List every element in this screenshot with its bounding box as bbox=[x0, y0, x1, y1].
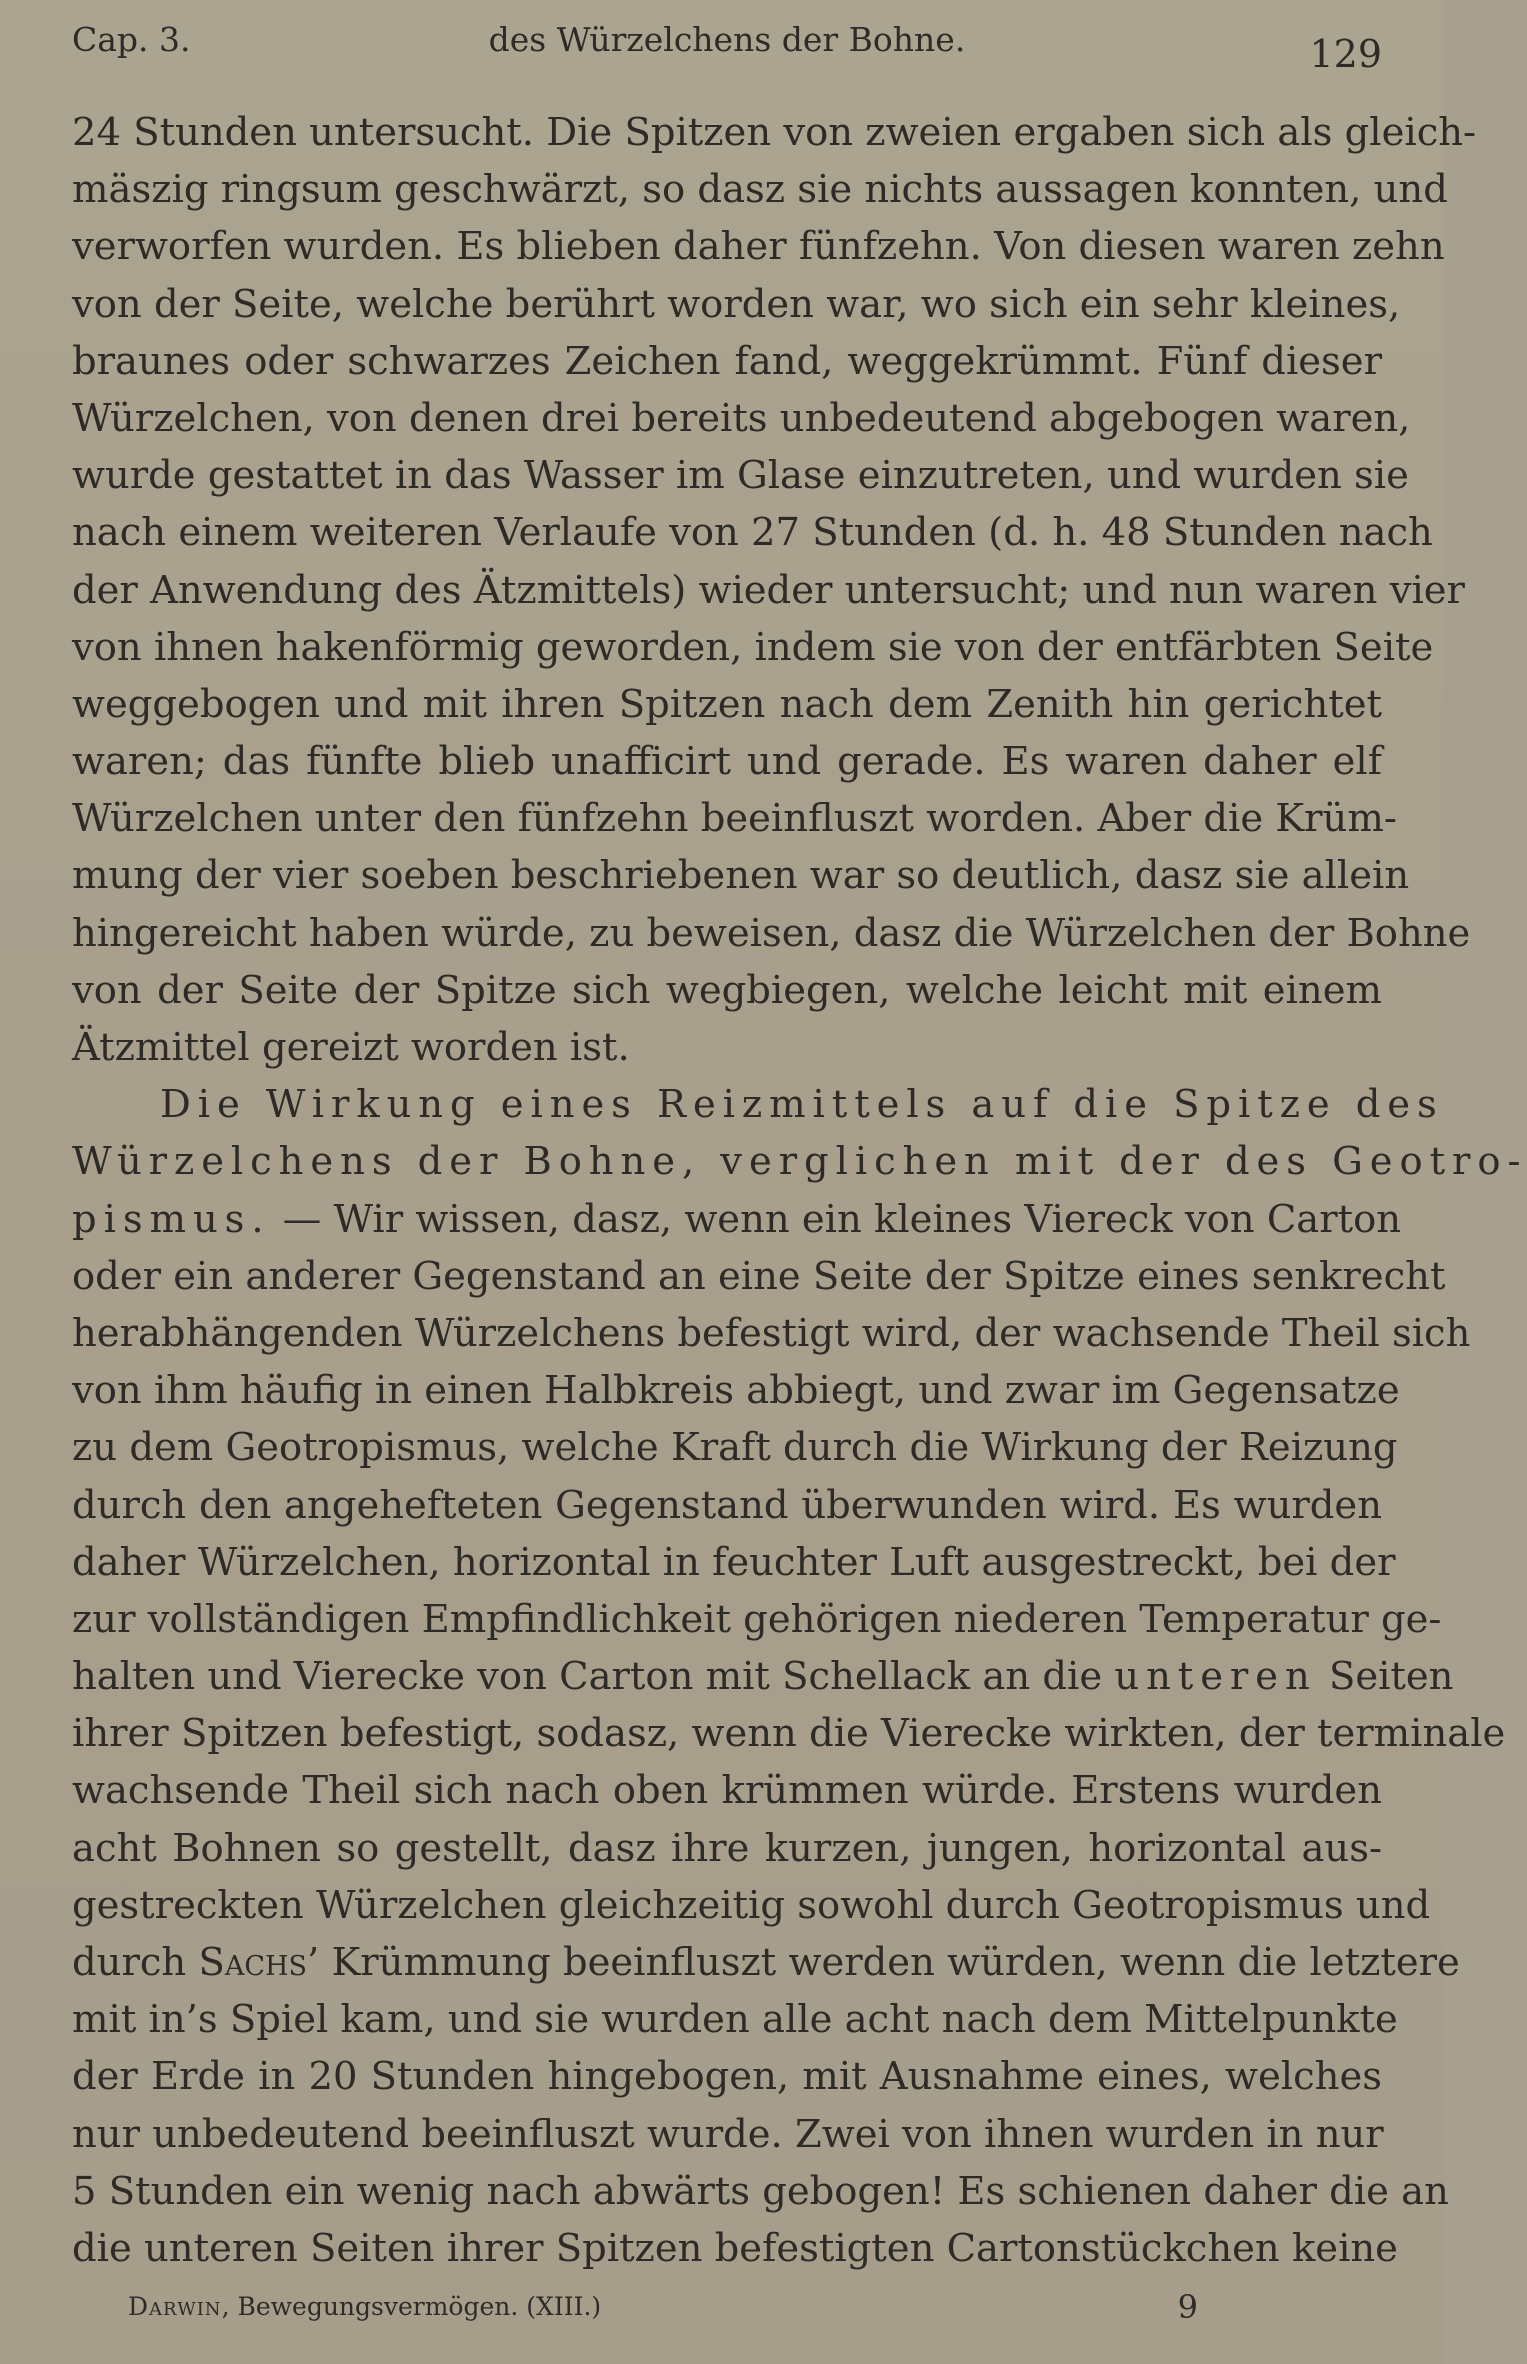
text-line: zu dem Geotropismus, welche Kraft durch die Wirkung der Reizung bbox=[72, 1425, 1398, 1471]
text-segment: halten und Vierecke von Carton mit Schellack an die bbox=[72, 1654, 1103, 1700]
text-line: mäszig ringsum geschwärzt, so dasz sie nichts aussagen konnten, und bbox=[72, 167, 1448, 213]
text-line bbox=[72, 1934, 1460, 1991]
text-line bbox=[72, 1648, 1454, 1705]
page-number: 129 bbox=[1309, 32, 1382, 76]
footer-title: , Bewegungsvermögen. (XIII.) bbox=[221, 2292, 602, 2321]
text-line: mung der vier soeben beschriebenen war so deutlich, dasz sie allein bbox=[72, 853, 1410, 899]
emphasized-word: unteren bbox=[1114, 1654, 1317, 1700]
text-line: waren; das fünfte blieb unafficirt und gerade. Es waren daher elf bbox=[72, 739, 1382, 785]
text-line: Würzelchen unter den fünfzehn beeinfluszt worden. Aber die Krüm- bbox=[72, 796, 1397, 842]
text-line: Würzelchen, von denen drei bereits unbedeutend abgebogen waren, bbox=[72, 395, 1411, 441]
text-line: braunes oder schwarzes Zeichen fand, weggekrümmt. Fünf dieser bbox=[72, 338, 1382, 384]
text-line: der Erde in 20 Stunden hingebogen, mit Ausnahme eines, welches bbox=[72, 2054, 1382, 2100]
sheet-signature bbox=[128, 2288, 1198, 2332]
text-line: zur vollständigen Empfindlichkeit gehörigen niederen Temperatur ge- bbox=[72, 1596, 1442, 1642]
text-line: gestreckten Würzelchen gleichzeitig sowohl durch Geotropismus und bbox=[72, 1882, 1431, 1928]
text-line: herabhängenden Würzelchens befestigt wird, der wachsende Theil sich bbox=[72, 1310, 1471, 1356]
text-line: ihrer Spitzen befestigt, sodasz, wenn die Vierecke wirkten, der terminale bbox=[72, 1711, 1506, 1757]
text-line: wurde gestattet in das Wasser im Glase einzutreten, und wurden sie bbox=[72, 453, 1409, 499]
text-line: 5 Stunden ein wenig nach abwärts gebogen! Es schienen daher die an bbox=[72, 2168, 1449, 2214]
section-heading-end: pismus. bbox=[72, 1196, 271, 1242]
signature-text bbox=[128, 2292, 601, 2321]
text-line: verworfen wurden. Es blieben daher fünfzehn. Von diesen waren zehn bbox=[72, 224, 1445, 270]
text-line: nach einem weiteren Verlaufe von 27 Stunden (d. h. 48 Stunden nach bbox=[72, 510, 1433, 556]
text-segment: durch bbox=[72, 1940, 187, 1985]
text-line: acht Bohnen so gestellt, dasz ihre kurzen, jungen, horizontal aus- bbox=[72, 1825, 1382, 1871]
text-line: hingereicht haben würde, zu beweisen, dasz die Würzelchen der Bohne bbox=[72, 910, 1471, 956]
text-line: mit in’s Spiel kam, und sie wurden alle acht nach dem Mittelpunkte bbox=[72, 1997, 1398, 2043]
running-title: des Würzelchens der Bohne. bbox=[488, 20, 966, 59]
section-heading-line: Die Wirkung eines Reizmittels auf die Spitze des bbox=[160, 1082, 1444, 1128]
text-line: Ätzmittel gereizt worden ist. bbox=[72, 1025, 630, 1070]
text-line: weggebogen und mit ihren Spitzen nach dem Zenith hin gerichtet bbox=[72, 681, 1382, 727]
text-segment: — Wir wissen, dasz, wenn ein kleines Viereck von Carton bbox=[282, 1196, 1402, 1242]
body-text bbox=[72, 104, 1527, 2277]
chapter-label: Cap. 3. bbox=[72, 20, 191, 59]
text-line bbox=[72, 1191, 1402, 1248]
text-line: daher Würzelchen, horizontal in feuchter Luft ausgestreckt, bei der bbox=[72, 1539, 1396, 1585]
text-line: oder ein anderer Gegenstand an eine Seite der Spitze eines senkrecht bbox=[72, 1253, 1446, 1299]
text-line: 24 Stunden untersucht. Die Spitzen von zweien ergaben sich als gleich- bbox=[72, 110, 1477, 155]
text-line: wachsende Theil sich nach oben krümmen würde. Erstens wurden bbox=[72, 1768, 1382, 1814]
text-segment: ’ Krümmung beeinfluszt werden würden, wenn die letztere bbox=[307, 1940, 1460, 1985]
text-line: durch den angehefteten Gegenstand überwunden wird. Es wurden bbox=[72, 1482, 1382, 1528]
text-line: nur unbedeutend beeinfluszt wurde. Zwei von ihnen wurden in nur bbox=[72, 2111, 1384, 2157]
text-line: der Anwendung des Ätzmittels) wieder untersucht; und nun waren vier bbox=[72, 567, 1465, 613]
text-line: von der Seite, welche berührt worden war, wo sich ein sehr kleines, bbox=[72, 281, 1401, 327]
text-line: von ihnen hakenförmig geworden, indem sie von der entfärbten Seite bbox=[72, 624, 1434, 670]
author-name: Sachs bbox=[198, 1940, 308, 1985]
footer-author: Darwin bbox=[128, 2292, 222, 2321]
text-line: die unteren Seiten ihrer Spitzen befestigten Cartonstückchen keine bbox=[72, 2225, 1398, 2271]
text-line: von der Seite der Spitze sich wegbiegen, welche leicht mit einem bbox=[72, 967, 1382, 1013]
section-heading-line: Würzelchens der Bohne, verglichen mit der des Geotro- bbox=[72, 1139, 1527, 1185]
sheet-number: 9 bbox=[1177, 2288, 1198, 2326]
text-segment: Seiten bbox=[1328, 1654, 1454, 1700]
text-line: von ihm häufig in einen Halbkreis abbiegt, und zwar im Gegensatze bbox=[72, 1368, 1400, 1414]
running-header bbox=[72, 20, 1382, 80]
